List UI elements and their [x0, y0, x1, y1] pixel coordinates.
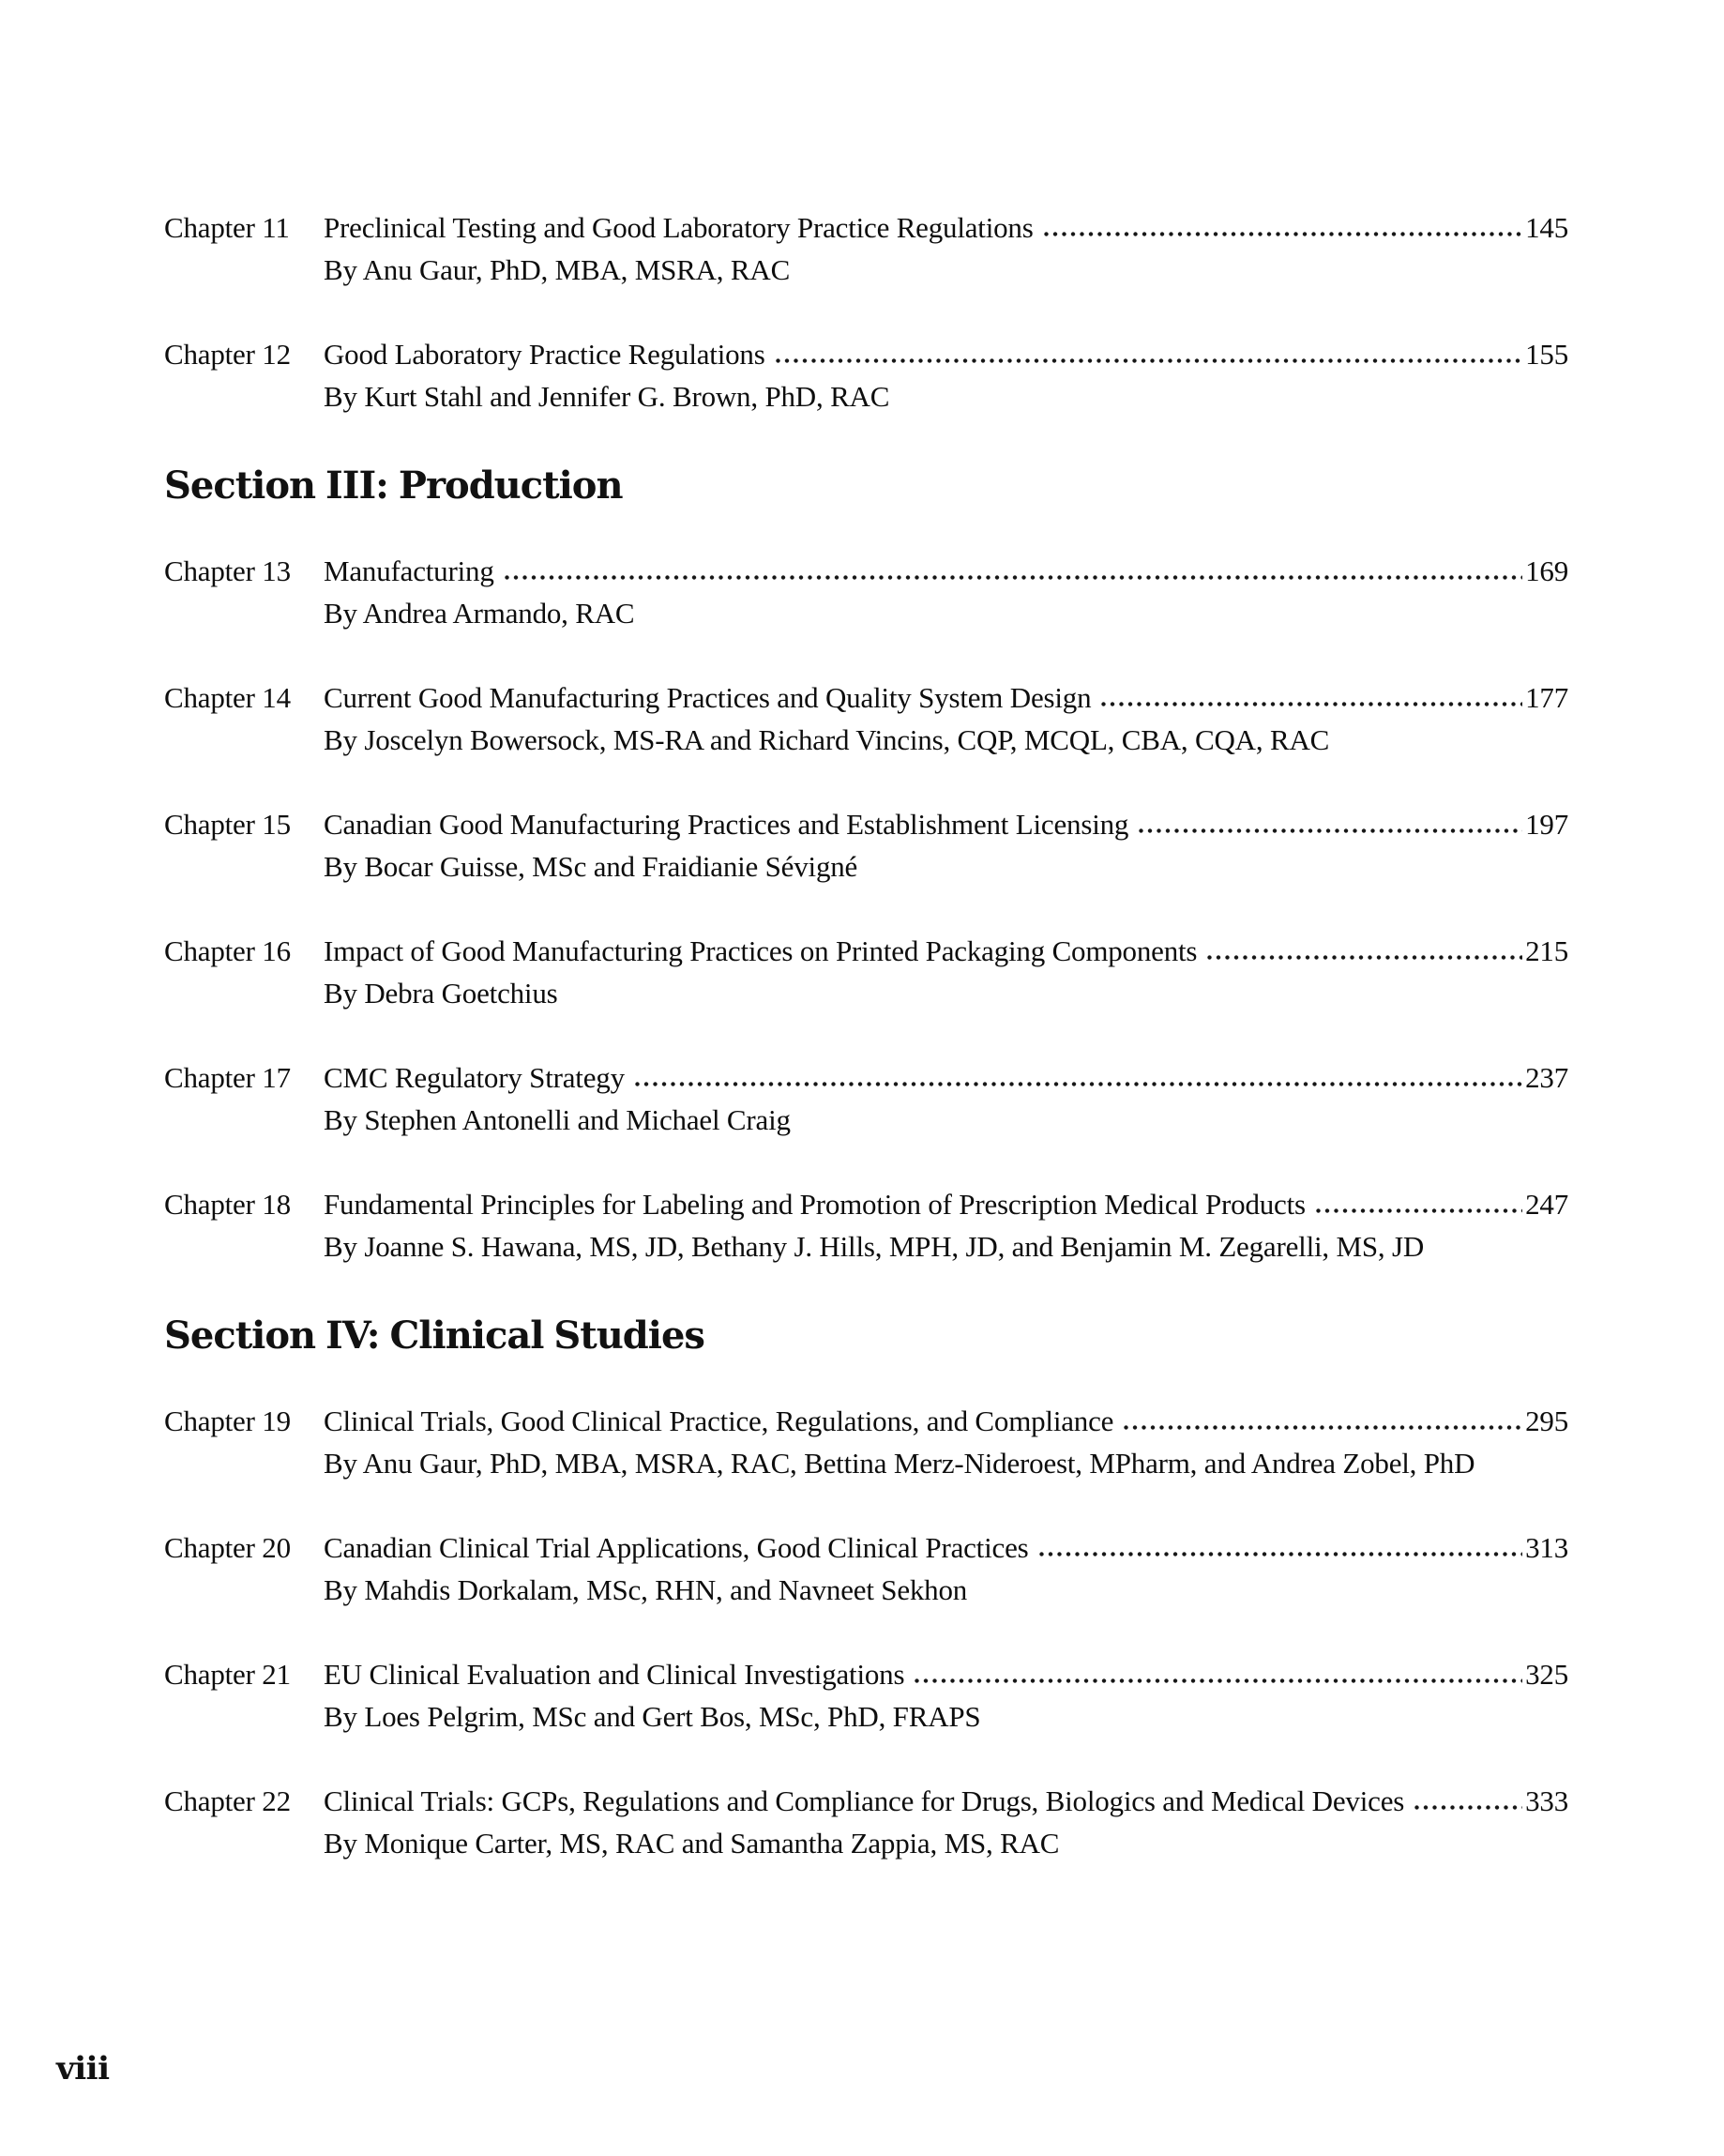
toc-entry-row	[164, 1526, 1568, 1569]
toc-entry	[164, 1526, 1568, 1611]
chapter-label: Chapter 14	[164, 681, 291, 714]
dot-leader	[633, 1081, 1522, 1087]
toc-entry-row	[164, 550, 1568, 592]
toc-entry-row	[164, 930, 1568, 972]
chapter-title[interactable]: EU Clinical Evaluation and Clinical Investigations	[324, 1658, 905, 1691]
toc-entry	[164, 803, 1568, 888]
chapter-page-number[interactable]: 145	[1525, 211, 1568, 244]
chapter-label: Chapter 13	[164, 554, 291, 587]
toc-entry	[164, 1056, 1568, 1141]
section-heading: Section III: Production	[164, 463, 623, 508]
chapter-authors: By Stephen Antonelli and Michael Craig	[324, 1103, 791, 1136]
chapter-label: Chapter 22	[164, 1784, 291, 1817]
chapter-label: Chapter 20	[164, 1531, 291, 1564]
chapter-authors: By Anu Gaur, PhD, MBA, MSRA, RAC	[324, 253, 791, 286]
toc-entry	[164, 333, 1568, 418]
chapter-page-number[interactable]: 333	[1525, 1784, 1568, 1817]
chapter-page-number[interactable]: 247	[1525, 1188, 1568, 1221]
chapter-authors: By Kurt Stahl and Jennifer G. Brown, PhD, RAC	[324, 380, 890, 413]
chapter-title[interactable]: Impact of Good Manufacturing Practices on Printed Packaging Components	[324, 934, 1198, 967]
chapter-title[interactable]: Preclinical Testing and Good Laboratory Practice Regulations	[324, 211, 1034, 244]
chapter-authors: By Monique Carter, MS, RAC and Samantha Zappia, MS, RAC	[324, 1827, 1060, 1860]
dot-leader	[1122, 1424, 1522, 1431]
chapter-label: Chapter 21	[164, 1658, 291, 1691]
chapter-page-number[interactable]: 313	[1525, 1531, 1568, 1564]
chapter-label: Chapter 18	[164, 1188, 291, 1221]
chapter-authors: By Debra Goetchius	[324, 977, 558, 1010]
chapter-title[interactable]: Fundamental Principles for Labeling and Promotion of Prescription Medical Products	[324, 1188, 1306, 1221]
toc-entry	[164, 1653, 1568, 1738]
toc-entry	[164, 676, 1568, 761]
chapter-label: Chapter 15	[164, 808, 291, 841]
toc-entry-row	[164, 1780, 1568, 1822]
chapter-label: Chapter 11	[164, 211, 290, 244]
chapter-authors: By Joanne S. Hawana, MS, JD, Bethany J. Hills, MPH, JD, and Benjamin M. Zegarelli, MS, JD	[324, 1230, 1425, 1263]
toc-entry-row	[164, 803, 1568, 845]
dot-leader	[1099, 701, 1522, 707]
dot-leader	[1037, 1551, 1523, 1557]
toc-entry-row	[164, 1183, 1568, 1225]
chapter-authors: By Joscelyn Bowersock, MS-RA and Richard Vincins, CQP, MCQL, CBA, CQA, RAC	[324, 723, 1330, 756]
toc-entry	[164, 550, 1568, 634]
toc-entry-row	[164, 1400, 1568, 1442]
chapter-page-number[interactable]: 295	[1525, 1404, 1568, 1437]
chapter-authors: By Mahdis Dorkalam, MSc, RHN, and Navneet Sekhon	[324, 1573, 968, 1606]
chapter-page-number[interactable]: 197	[1525, 808, 1568, 841]
dot-leader	[1413, 1804, 1522, 1811]
chapter-page-number[interactable]: 169	[1525, 554, 1568, 587]
toc-entry	[164, 1780, 1568, 1864]
toc-entry-row	[164, 1056, 1568, 1099]
chapter-page-number[interactable]: 215	[1525, 934, 1568, 967]
chapter-label: Chapter 19	[164, 1404, 291, 1437]
chapter-authors: By Bocar Guisse, MSc and Fraidianie Sévigné	[324, 850, 858, 883]
footer-page-number: viii	[56, 2050, 110, 2088]
toc-entry-row	[164, 1653, 1568, 1695]
chapter-page-number[interactable]: 177	[1525, 681, 1568, 714]
section-heading: Section IV: Clinical Studies	[164, 1313, 704, 1358]
chapter-title[interactable]: CMC Regulatory Strategy	[324, 1061, 625, 1094]
chapter-page-number[interactable]: 155	[1525, 338, 1568, 371]
chapter-authors: By Loes Pelgrim, MSc and Gert Bos, MSc, PhD, FRAPS	[324, 1700, 981, 1733]
toc-entry	[164, 206, 1568, 291]
dot-leader	[1137, 827, 1522, 834]
chapter-title[interactable]: Canadian Clinical Trial Applications, Good Clinical Practices	[324, 1531, 1029, 1564]
chapter-title[interactable]: Clinical Trials, Good Clinical Practice, Regulations, and Compliance	[324, 1404, 1114, 1437]
toc-entry-row	[164, 676, 1568, 719]
chapter-title[interactable]: Current Good Manufacturing Practices and Quality System Design	[324, 681, 1092, 714]
chapter-authors: By Andrea Armando, RAC	[324, 597, 635, 630]
chapter-page-number[interactable]: 325	[1525, 1658, 1568, 1691]
dot-leader	[503, 574, 1522, 581]
dot-leader	[1314, 1207, 1522, 1214]
chapter-label: Chapter 16	[164, 934, 291, 967]
toc-entry-row	[164, 333, 1568, 375]
chapter-title[interactable]: Manufacturing	[324, 554, 494, 587]
chapter-label: Chapter 17	[164, 1061, 291, 1094]
dot-leader	[1205, 954, 1522, 961]
chapter-title[interactable]: Clinical Trials: GCPs, Regulations and Compliance for Drugs, Biologics and Medical Devices	[324, 1784, 1405, 1817]
toc-entry	[164, 1183, 1568, 1268]
toc-entry-row	[164, 206, 1568, 249]
chapter-label: Chapter 12	[164, 338, 291, 371]
chapter-authors: By Anu Gaur, PhD, MBA, MSRA, RAC, Bettina Merz-Nideroest, MPharm, and Andrea Zobel, PhD	[324, 1447, 1475, 1480]
toc-entry	[164, 930, 1568, 1014]
table-of-contents	[164, 206, 1568, 1906]
chapter-page-number[interactable]: 237	[1525, 1061, 1568, 1094]
dot-leader	[913, 1678, 1522, 1684]
chapter-title[interactable]: Good Laboratory Practice Regulations	[324, 338, 765, 371]
dot-leader	[774, 357, 1523, 364]
chapter-title[interactable]: Canadian Good Manufacturing Practices and Establishment Licensing	[324, 808, 1129, 841]
dot-leader	[1042, 231, 1522, 237]
toc-entry	[164, 1400, 1568, 1484]
